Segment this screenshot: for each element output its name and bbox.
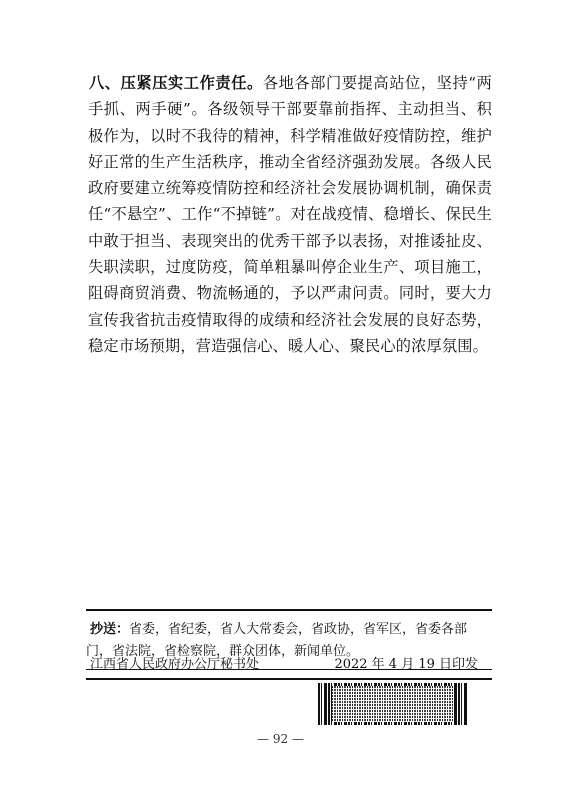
issue-line [86,652,492,680]
issue-date: 2022 年 4 月 19 日印发 [334,657,478,672]
cc-recipients: 省委，省纪委，省人大常委会，省政协，省军区，省委各部门，省法院，省检察院，群众团体，新闻单位。 [86,622,468,659]
body-paragraph [88,70,492,359]
issuer: 江西省人民政府办公厅秘书处 [90,657,260,672]
barcode-image [318,683,468,725]
page-number: — 92 — [257,732,304,746]
cc-label: 抄送： [90,622,130,637]
section-heading: 八、压紧压实工作责任。 [89,74,263,92]
section-text: 各地各部门要提高站位，坚持“两手抓、两手硬”。各级领导干部要靠前指挥、主动担当、积极作为，以时不我待的精神，科学精准做好疫情防控，维护好正常的生产生活秩序，推动全省经济强劲发展。各级人民政府要建立统筹疫情防控和经济社会发展协调机制，确保责任“不悬空”、工作“不掉链”。对在战疫情、稳增长、保民生中敢于担当、表现突出的优秀干部予以表扬，对推诿扯皮、失职渎职，过度防疫，简单粗暴叫停企业生产、项目施工，阻碍商贸消费、物流畅通的，予以严肃问责。同时，要大力宣传我省抗击疫情取得的成绩和经济社会发展的良好态势，稳定市场预期，营造强信心、暖人心、聚民心的浓厚氛围。 [88,74,493,355]
